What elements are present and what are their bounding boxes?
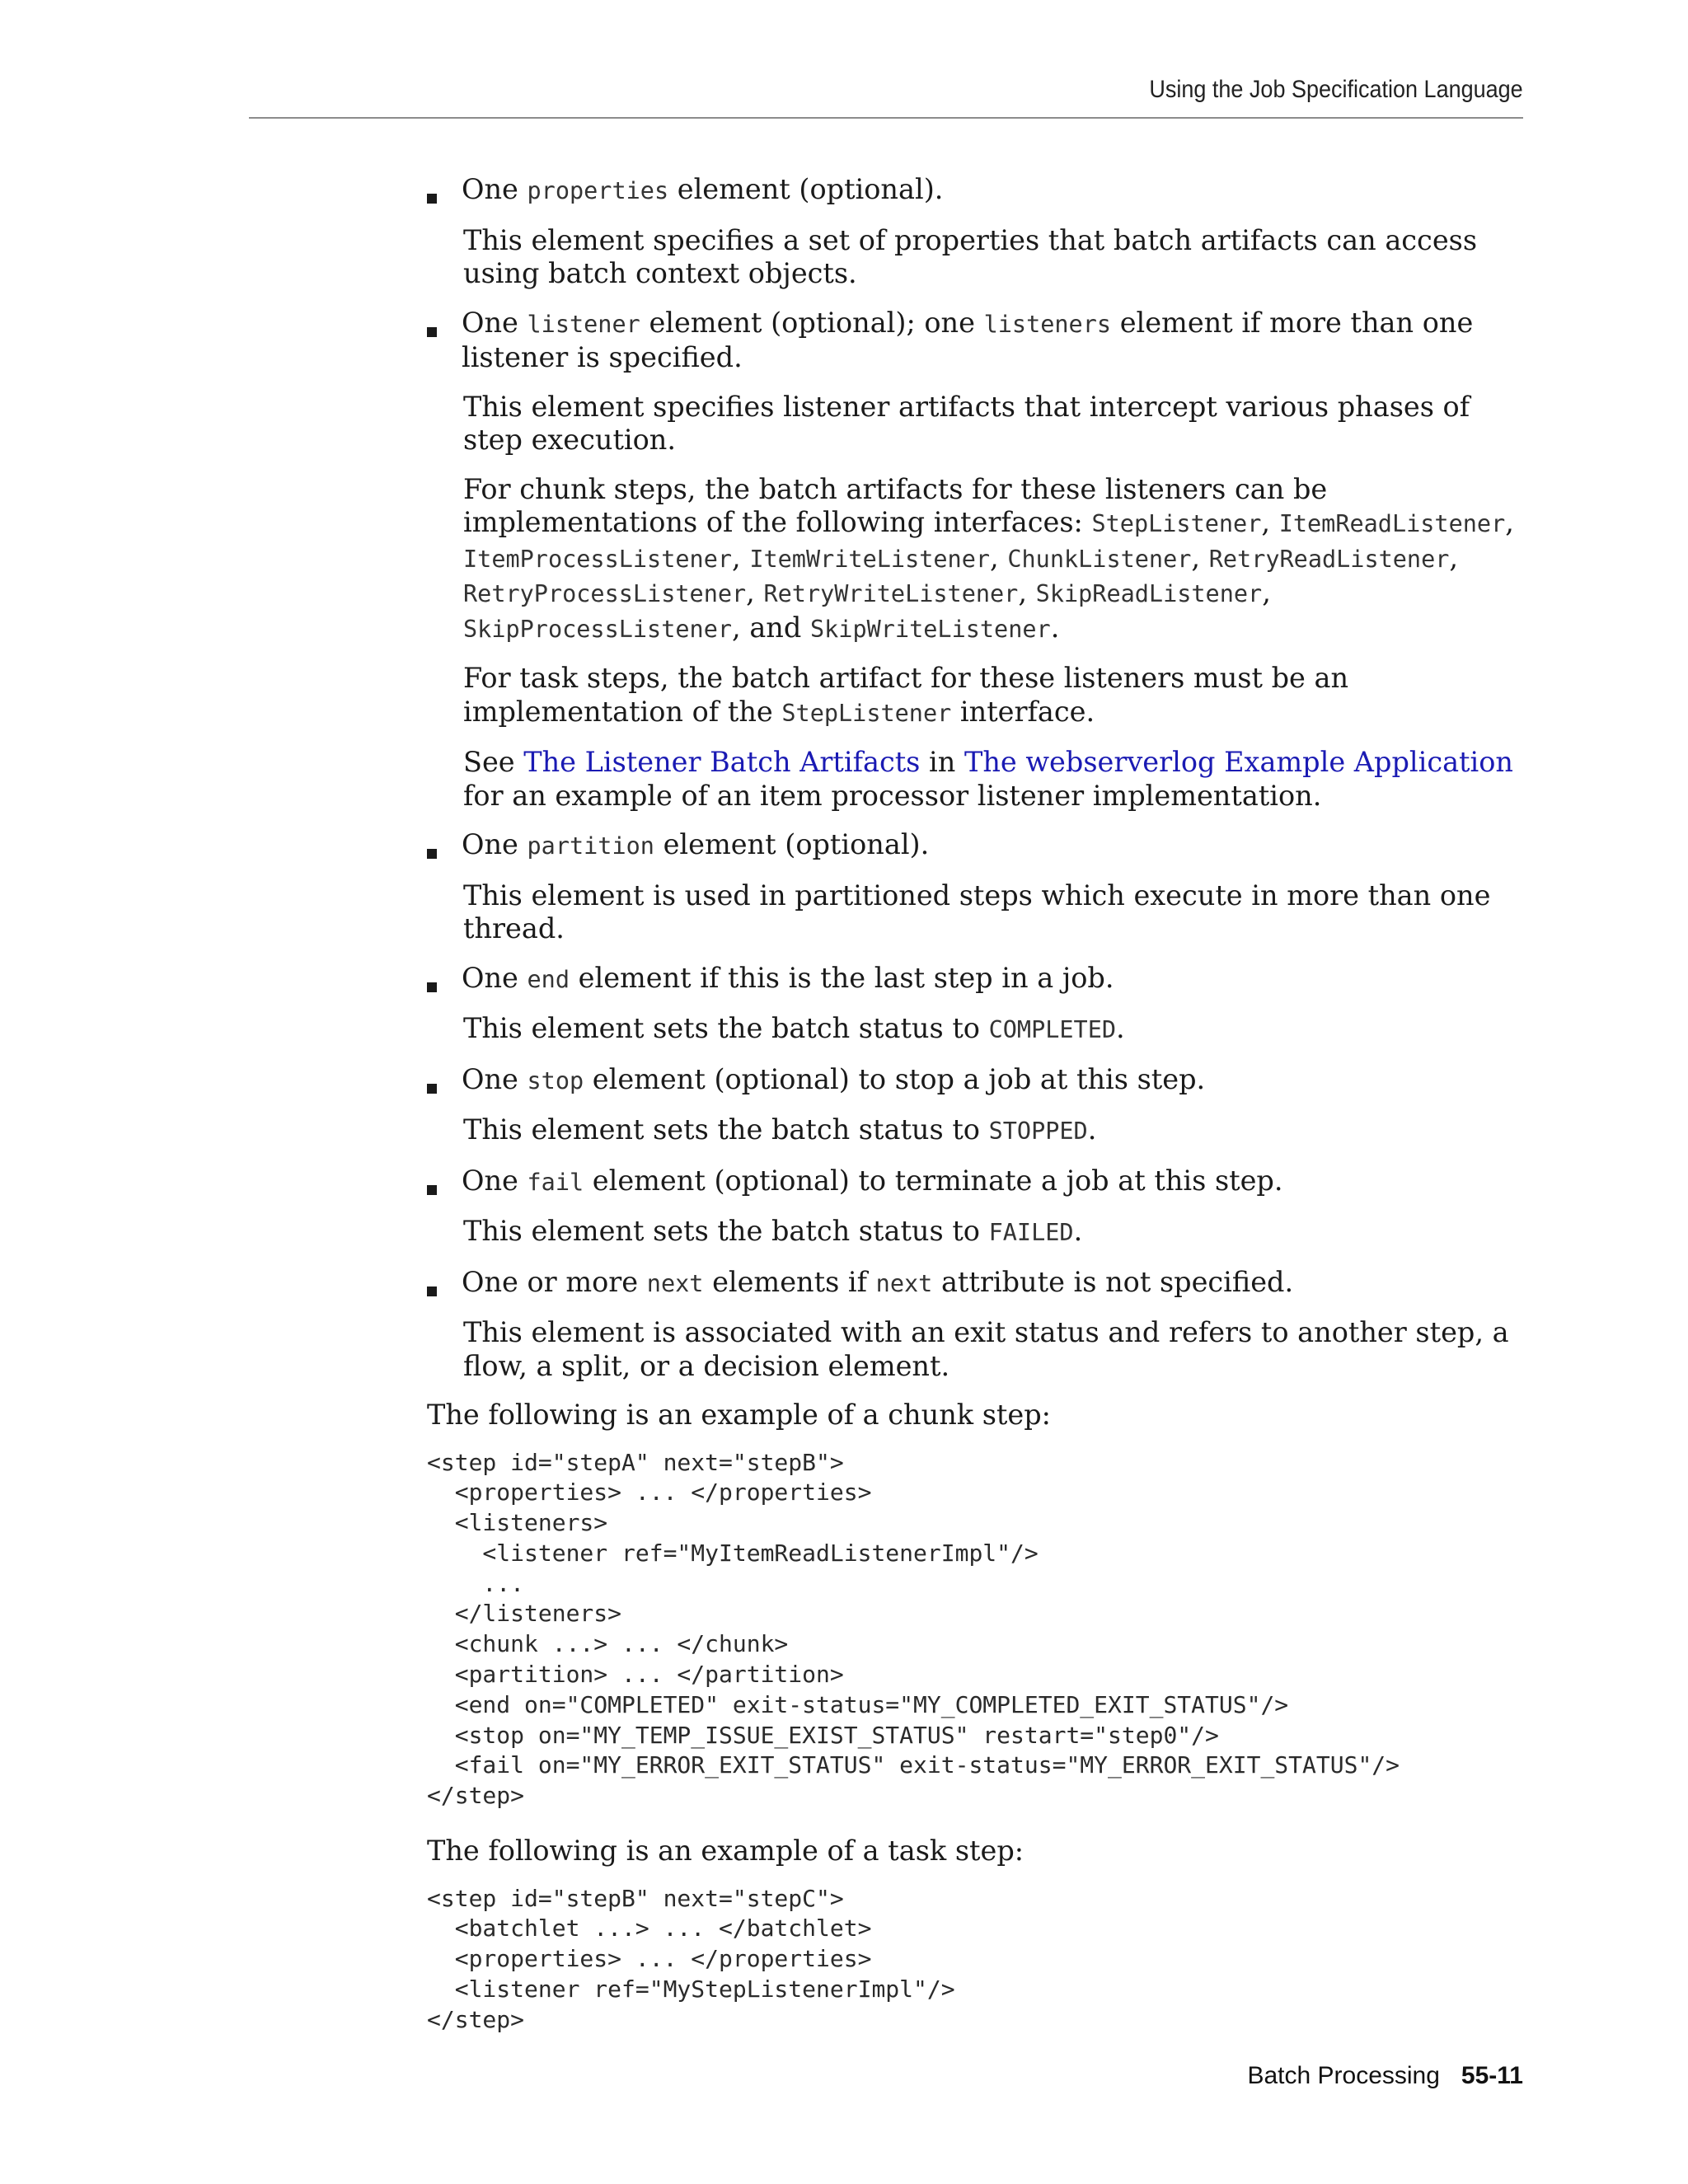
lead-text: One: [462, 173, 528, 205]
list-item: [463, 1266, 1526, 1384]
item-lead: [462, 173, 1526, 209]
code-term: next: [875, 1269, 933, 1297]
lead-text: element if more than one listener is specified.: [462, 306, 1474, 373]
and-text: and: [749, 611, 802, 644]
list-item: [463, 173, 1526, 291]
lead-text: element (optional); one: [640, 306, 984, 339]
code-term: SkipReadListener: [1035, 580, 1263, 607]
main-content: [427, 173, 1526, 2036]
link-listener-batch-artifacts[interactable]: The Listener Batch Artifacts: [523, 746, 921, 778]
code-term: STOPPED: [988, 1118, 1088, 1145]
chunk-example-intro: The following is an example of a chunk step:: [427, 1399, 1051, 1431]
list-item: [463, 307, 1526, 813]
footer-chapter: Batch Processing: [1247, 2062, 1440, 2089]
task-text: For task steps, the batch artifact for these listeners must be an implementation of the: [463, 662, 1349, 728]
lead-text: element (optional).: [668, 173, 944, 205]
item-description: This element is used in partitioned steps which execute in more than one thread.: [463, 879, 1491, 944]
examples-section: [427, 1399, 1526, 2036]
lead-text: One or more: [462, 1265, 647, 1298]
desc-text: .: [1087, 1113, 1097, 1146]
code-term: end: [527, 965, 570, 993]
list-item: [463, 1063, 1526, 1149]
bullet-square-icon: [427, 1084, 437, 1094]
lead-text: element if this is the last step in a job.: [570, 961, 1114, 994]
code-term: StepListener: [1091, 510, 1262, 537]
desc-text: .: [1073, 1215, 1083, 1247]
task-text: interface.: [951, 695, 1095, 728]
in-text: in: [929, 746, 956, 778]
item-lead: [462, 1266, 1526, 1301]
lead-text: element (optional) to terminate a job at this step.: [584, 1164, 1283, 1197]
item-lead: [462, 1165, 1526, 1200]
code-term: ItemWriteListener: [749, 545, 991, 573]
page-footer: [1247, 2062, 1523, 2090]
code-term: ItemProcessListener: [463, 545, 733, 573]
header-title: Using the Job Specification Language: [1149, 76, 1523, 103]
desc-text: .: [1116, 1012, 1125, 1044]
lead-text: elements if: [703, 1265, 876, 1298]
item-lead: [462, 962, 1526, 997]
item-description: This element is associated with an exit status and refers to another step, a flow, a split, or a decision element.: [463, 1316, 1509, 1382]
lead-text: One: [462, 961, 528, 994]
page-header: [249, 76, 1523, 119]
item-description: [463, 1215, 1526, 1250]
item-lead: [462, 1063, 1526, 1099]
list-item: [463, 962, 1526, 1047]
see-also-paragraph: [463, 746, 1526, 813]
list-item: [463, 828, 1526, 946]
item-description: [463, 1012, 1526, 1047]
desc-text: This element sets the batch status to: [463, 1012, 989, 1044]
lead-text: One: [462, 1164, 528, 1197]
code-term: RetryProcessListener: [463, 580, 747, 607]
lead-text: One: [462, 1062, 528, 1095]
code-term: listeners: [983, 310, 1112, 338]
bullet-square-icon: [427, 849, 437, 859]
code-term: RetryWriteListener: [763, 580, 1019, 607]
code-term: FAILED: [988, 1219, 1074, 1246]
task-listener-paragraph: [463, 662, 1526, 730]
bullet-square-icon: [427, 194, 437, 204]
code-term: listener: [527, 310, 640, 338]
bullet-square-icon: [427, 982, 437, 992]
item-lead: [462, 307, 1526, 375]
item-description: This element specifies listener artifacts that intercept various phases of step execution.: [463, 390, 1470, 456]
bullet-square-icon: [427, 327, 437, 337]
see-text: See: [463, 746, 515, 778]
chunk-step-code-block: <step id="stepA" next="stepB"> <properties> ... </properties> <listeners> <listener ref="MyItemReadListenerImpl"/> ... </listeners> <chunk ...> ... </chunk> <partition> ... </partition> <end on="COMPLETED" exit-status="MY_COMPLETED_EXIT_STATUS"/> <stop on="MY_TEMP_ISSUE_EXIST_STATUS" restart="step0"/> <fail on="MY_ERROR_EXIT_STATUS" exit-status="MY_ERROR_EXIT_STATUS"/> </step>: [427, 1448, 1400, 1810]
chunk-intro-text: For chunk steps, the batch artifacts for these listeners can be implementations of the following interfaces:: [463, 472, 1328, 538]
chunk-listener-paragraph: For chunk steps, the batch artifacts for these listeners can be implementations of the following interfaces: StepListener, ItemReadListener, ItemProcessListener, ItemWriteListener, ChunkListener, RetryReadListener, RetryProcessListener, RetryWriteListener, SkipReadListener, SkipProcessListener, and SkipWriteListener.: [463, 472, 1514, 644]
list-item: [463, 1165, 1526, 1250]
lead-text: element (optional) to stop a job at this step.: [584, 1062, 1206, 1095]
code-term: COMPLETED: [988, 1016, 1117, 1043]
lead-text: attribute is not specified.: [932, 1265, 1294, 1298]
task-example-intro: The following is an example of a task step:: [427, 1835, 1025, 1868]
desc-text: This element sets the batch status to: [463, 1215, 989, 1247]
item-description: This element specifies a set of properties that batch artifacts can access using batch context objects.: [463, 223, 1478, 289]
item-lead: [462, 828, 1526, 864]
lead-text: element (optional).: [654, 828, 930, 860]
code-term: next: [646, 1269, 704, 1297]
lead-text: One: [462, 306, 528, 339]
code-term: StepListener: [781, 699, 952, 727]
bullet-square-icon: [427, 1286, 437, 1296]
see-rest-text: for an example of an item processor listener implementation.: [463, 779, 1322, 812]
code-term: stop: [527, 1066, 584, 1094]
lead-text: One: [462, 828, 528, 860]
code-term: SkipProcessListener: [463, 615, 733, 643]
code-term: ItemReadListener: [1278, 510, 1506, 537]
task-step-code-block: <step id="stepB" next="stepC"> <batchlet ...> ... </batchlet> <properties> ... </properties> <listener ref="MyStepListenerImpl"/> </step>: [427, 1884, 955, 2033]
footer-page-number: 55-11: [1461, 2062, 1523, 2089]
code-term: RetryReadListener: [1208, 545, 1450, 573]
link-webserverlog-example[interactable]: The webserverlog Example Application: [964, 746, 1513, 778]
code-term: partition: [527, 832, 654, 860]
code-term: properties: [527, 177, 669, 204]
desc-text: This element sets the batch status to: [463, 1113, 989, 1146]
code-term: fail: [527, 1168, 584, 1196]
item-description: [463, 1113, 1526, 1149]
bullet-square-icon: [427, 1185, 437, 1195]
code-term: SkipWriteListener: [809, 615, 1051, 643]
code-term: ChunkListener: [1007, 545, 1192, 573]
